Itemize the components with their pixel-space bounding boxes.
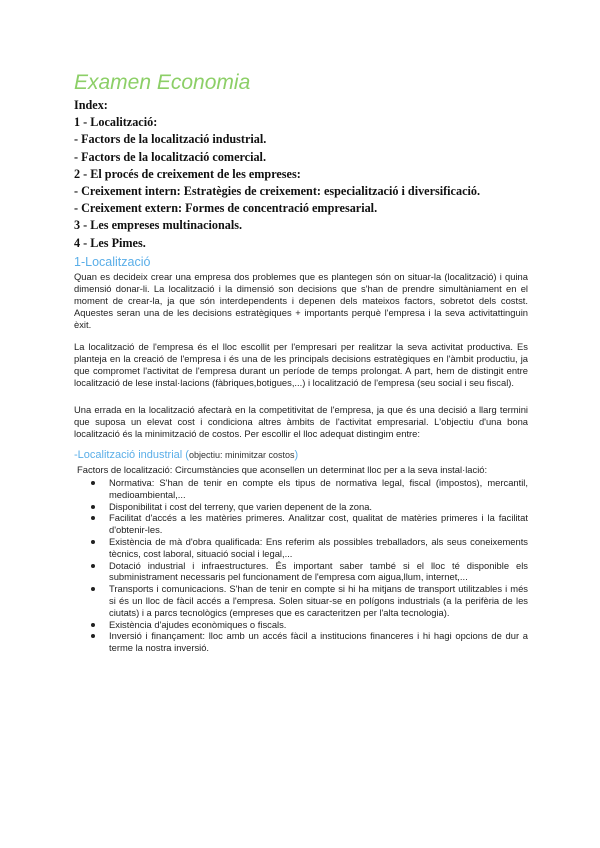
list-item [74,560,528,584]
bullet-icon [91,505,95,509]
document-title: Examen Economia [74,71,251,94]
bullet-icon [91,587,95,591]
index-list [74,97,544,252]
index-item: 4 - Les Pimes. [74,235,146,250]
factors-intro: Factors de localització: Circumstàncies que aconsellen un determinat lloc per a la seva instal·lació: [77,464,488,475]
paren-close: ) [294,449,299,461]
index-heading: Index: [74,98,108,112]
paragraph: La localització de l'empresa és el lloc escollit per l'empresari per realitzar la seva activitat productiva. Es planteja en la creació de l'empresa i és una de les principals decisions estratègiques en l'àmbit productiu, ja que compromet l'activitat de l'empresa durant un període de temps prolongat. A part, hem de distingit entre localització de lese instal·lacions (fàbriques,botigues,...) i localització de l'empresa (seu social i seu fiscal). [74,341,528,389]
bullet-icon [91,564,95,568]
index-item: - Creixement extern: Formes de concentració empresarial. [74,201,378,216]
index-item: 3 - Les empreses multinacionals. [74,218,243,233]
bullet-icon [91,516,95,520]
list-item-text: Disponibilitat i cost del terreny, que varien depenent de la zona. [109,500,373,512]
index-item: - Factors de la localització industrial. [74,132,267,147]
index-item: 2 - El procés de creixement de les empreses: [74,166,301,181]
section-heading-localitzacio: 1-Localització [74,255,151,269]
subheading-localitzacio-industrial [74,448,298,462]
paragraph: Una errada en la localització afectarà en la competitivitat de l'empresa, ja que és una decisió a llarg termini que suposa un elevat cost i condiciona altres àmbits de l'activitat empresarial. L'objectiu d'una bona localització és la minimització de costos. Per escollir el lloc adequat distingim entre: [74,404,528,440]
bullet-icon [91,623,95,627]
list-item-text: Normativa: S'han de tenir en compte els tipus de normativa legal, fiscal (impostos), mercantil, medioambiental,... [109,477,528,500]
list-item-text: Transports i comunicacions. S'han de tenir en compte si hi ha mitjans de transport utilitzables i més si és un lloc de fàcil accés a l'empresa. Solen situar-se en polígons industrials (a la perifèria de les ciutats) i a parcs tecnològics (empreses que es caracteritzen per l'alta tecnologia). [109,583,528,618]
bullet-icon [91,481,95,485]
list-item [74,619,528,631]
paren-open: ( [182,449,189,461]
list-item [74,512,528,536]
list-item [74,583,528,618]
list-item-text: Facilitat d'accés a les matèries primeres. Analitzar cost, qualitat de matèries primeres i la facilitat d'obtenir-les. [109,512,528,536]
list-item [74,630,528,654]
list-item-text: Existència de mà d'obra qualificada: Ens referim als possibles treballadors, als seus coneixements tècnics, cost laboral, situació social i legal,... [109,535,528,559]
subheading-note: objectiu: minimitzar costos [188,450,295,460]
list-item-text: Existència d'ajudes econòmiques o fiscals. [109,618,287,630]
bullet-icon [91,540,95,544]
list-item [74,536,528,560]
bullet-icon [91,634,95,638]
subheading-text: -Localització industrial [74,449,183,461]
index-item: 1 - Localització: [74,115,158,130]
list-item-text: Dotació industrial i infraestructures. És important saber també si el lloc té disponible els subministrament necessaris pel funcionament de l'empresa com aigua,llum, internet,... [109,559,528,583]
factors-list [74,477,528,654]
index-item: - Factors de la localització comercial. [74,149,266,164]
list-item [74,477,528,501]
paragraph: Quan es decideix crear una empresa dos problemes que es plantegen són on situar-la (localització) i quina dimensió donar-li. La localització i la dimensió son decisions que s'han de prendre simultàniament en el moment de crear-la, ja que són interdependents i depenen dels mateixos factors, sobretot dels costst. Aquestes seran una de les decisions estratègiques + importants perquè l'empresa i la seva activitattinguin èxit. [74,271,528,331]
list-item-text: Inversió i finançament: lloc amb un accés fàcil a institucions financeres i hi hagi opcions de dur a terme la nostra inversió. [109,630,528,654]
index-item: - Creixement intern: Estratègies de creixement: especialització i diversificació. [74,184,481,199]
list-item [74,501,528,513]
